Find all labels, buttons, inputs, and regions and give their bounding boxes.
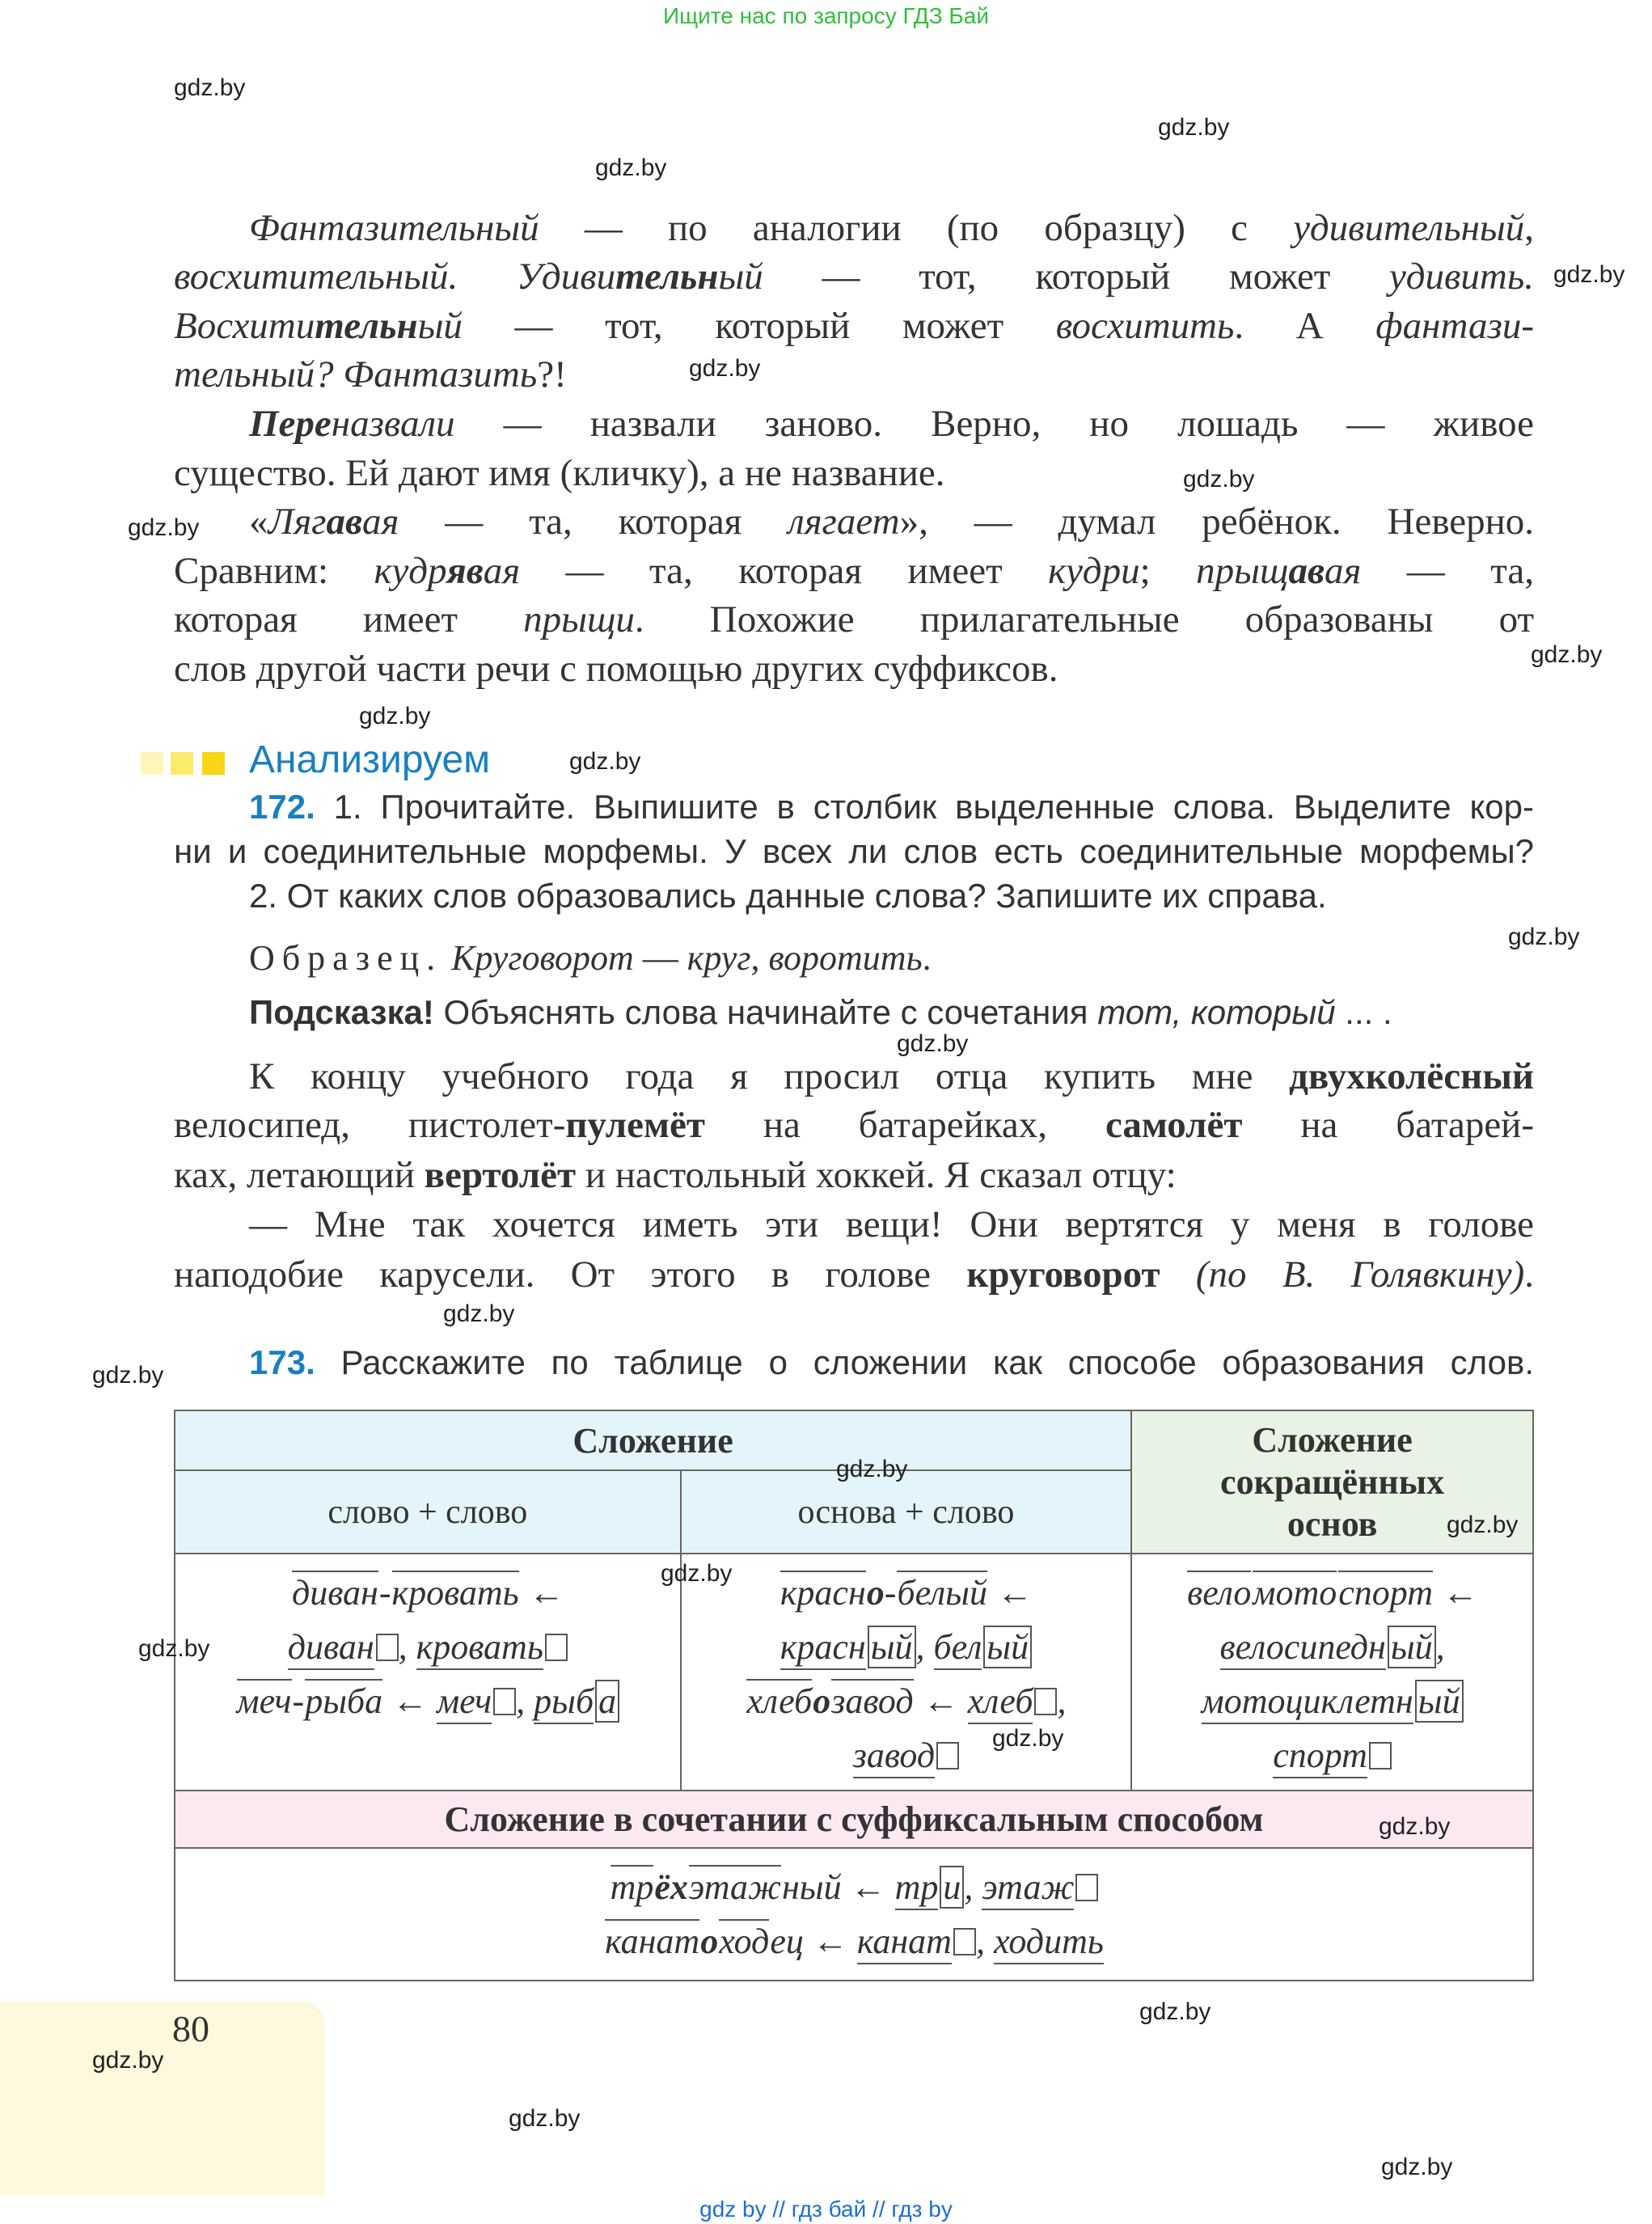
watermark: gdz.by bbox=[1508, 924, 1580, 950]
text-run: , bbox=[975, 1922, 994, 1961]
zero-ending-box bbox=[1369, 1742, 1392, 1769]
cell-stem-word bbox=[681, 1554, 1132, 1791]
text-run: ец bbox=[770, 1922, 804, 1961]
text-run: этаж bbox=[982, 1867, 1074, 1910]
zero-ending-box bbox=[953, 1928, 976, 1956]
text-line bbox=[249, 497, 1534, 546]
text-run: К концу учебного года я просил отца купить мне bbox=[249, 1055, 1290, 1097]
watermark: gdz.by bbox=[1379, 1813, 1451, 1840]
text-run: и bbox=[940, 1866, 964, 1909]
story-line bbox=[249, 1052, 1534, 1101]
example-line bbox=[1132, 1566, 1532, 1620]
text-run: этаж bbox=[689, 1865, 781, 1907]
zero-ending-box bbox=[545, 1634, 568, 1661]
text-line bbox=[174, 350, 1534, 399]
text-run: хлеб bbox=[746, 1679, 812, 1721]
text-run: восхитительный. Удиви bbox=[174, 256, 616, 298]
compound-table bbox=[174, 1410, 1534, 1981]
text-run: — Мне так хочется иметь эти вещи! Они вертятся у меня в голове bbox=[249, 1203, 1534, 1245]
text-run: ный bbox=[781, 1867, 842, 1907]
text-run: пулемёт bbox=[565, 1104, 705, 1146]
text-line bbox=[174, 595, 1534, 644]
text-run: — по аналогии (по образцу) с bbox=[539, 207, 1294, 249]
watermark: gdz.by bbox=[92, 1362, 164, 1389]
text-run: ый bbox=[983, 1626, 1032, 1668]
header-word-word: слово + слово bbox=[175, 1470, 681, 1554]
text-run: — bbox=[633, 938, 687, 978]
text-run: ках, летающий bbox=[174, 1154, 425, 1196]
text-run: канат bbox=[605, 1919, 699, 1961]
footer-links[interactable]: gdz by // гдз бай // гдз by bbox=[699, 2197, 953, 2222]
text-run: Подсказка! bbox=[249, 993, 434, 1031]
text-run: ый bbox=[417, 305, 463, 347]
watermark: gdz.by bbox=[992, 1725, 1064, 1752]
story-line bbox=[249, 1200, 1534, 1249]
text-run: меч bbox=[437, 1681, 492, 1724]
watermark: gdz.by bbox=[595, 154, 667, 181]
section-heading: Анализируем bbox=[249, 738, 491, 781]
watermark: gdz.by bbox=[138, 1635, 210, 1662]
text-run: Сравним: bbox=[174, 550, 374, 592]
text-run: — та, которая имеет bbox=[520, 550, 1049, 592]
text-run: а bbox=[595, 1680, 619, 1723]
text-run: и настольный хоккей. Я сказал отцу: bbox=[576, 1154, 1177, 1196]
text-run: воротить bbox=[768, 938, 923, 978]
text-run: спорт bbox=[1273, 1736, 1367, 1778]
text-run: фантази- bbox=[1375, 305, 1534, 347]
text-run: на батарей- bbox=[1242, 1104, 1534, 1146]
text-run: красн bbox=[780, 1571, 866, 1613]
watermark: gdz.by bbox=[1183, 466, 1255, 493]
text-run: ← bbox=[803, 1922, 857, 1961]
header-compound: Сложение bbox=[175, 1410, 1131, 1470]
header-abbrev-line: основ bbox=[1287, 1503, 1378, 1544]
text-run: ый bbox=[718, 256, 763, 298]
example-line bbox=[1132, 1620, 1532, 1674]
cell-suffix bbox=[175, 1848, 1533, 1981]
text-run: , bbox=[516, 1681, 534, 1721]
text-run: рыба bbox=[305, 1679, 382, 1721]
text-run: Образец. bbox=[249, 938, 443, 978]
text-run: наподобие карусели. От этого в голове bbox=[174, 1254, 967, 1296]
text-run: , bbox=[750, 938, 769, 978]
text-run: . Похожие прилагательные образованы от bbox=[634, 598, 1534, 641]
text-run: существо. Ей дают имя (кличку), а не название. bbox=[174, 452, 945, 494]
example-line bbox=[175, 1674, 680, 1728]
text-run: велосипед, пистолет- bbox=[174, 1104, 566, 1146]
text-run: — та, которая bbox=[399, 501, 788, 543]
watermark: gdz.by bbox=[1553, 261, 1625, 288]
text-run: — назвали заново. Верно, но лошадь — живое bbox=[454, 403, 1534, 445]
zero-ending-box bbox=[1075, 1874, 1098, 1901]
text-run: восхитить bbox=[1055, 305, 1235, 347]
task-line bbox=[249, 785, 1534, 829]
text-run: круг bbox=[687, 938, 751, 978]
text-run: удивить. bbox=[1389, 256, 1534, 298]
text-run: ый bbox=[868, 1626, 916, 1668]
text-run: на батарейках, bbox=[704, 1104, 1105, 1146]
text-run: . bbox=[922, 938, 932, 978]
text-run: Круговорот bbox=[451, 938, 634, 978]
watermark: gdz.by bbox=[509, 2105, 581, 2132]
text-run: ав bbox=[1288, 550, 1325, 592]
text-run: ав bbox=[326, 501, 363, 543]
exercise-173 bbox=[249, 1341, 1534, 1385]
watermark: gdz.by bbox=[836, 1456, 908, 1482]
text-run: тр bbox=[895, 1867, 939, 1910]
text-run: диван bbox=[292, 1571, 378, 1613]
watermark: gdz.by bbox=[359, 703, 431, 729]
text-run: Пере bbox=[249, 403, 332, 445]
heading-square-icon bbox=[171, 752, 193, 775]
text-run: завод bbox=[853, 1736, 935, 1778]
text-run: , bbox=[1057, 1681, 1067, 1721]
text-run: меч bbox=[237, 1679, 292, 1721]
text-run: — та, bbox=[1361, 550, 1534, 592]
text-run: рыб bbox=[534, 1681, 594, 1724]
text-run: самолёт bbox=[1105, 1104, 1243, 1146]
text-run: о bbox=[813, 1681, 831, 1721]
zero-ending-box bbox=[1034, 1688, 1057, 1715]
example-line bbox=[175, 1620, 680, 1674]
example-line bbox=[682, 1674, 1131, 1728]
text-run: мото bbox=[1253, 1571, 1337, 1613]
hint-line bbox=[249, 991, 1534, 1034]
watermark: gdz.by bbox=[1158, 114, 1230, 141]
example-line bbox=[1132, 1674, 1532, 1728]
text-run: прыщ bbox=[1196, 550, 1289, 592]
text-run: тр bbox=[611, 1865, 654, 1907]
text-run: кровать bbox=[416, 1627, 543, 1670]
watermark: gdz.by bbox=[174, 74, 246, 101]
text-run: , bbox=[964, 1867, 982, 1907]
text-run: ходить bbox=[994, 1922, 1104, 1964]
text-run: которая имеет bbox=[174, 598, 524, 641]
story-line bbox=[174, 1151, 1534, 1199]
text-run: о bbox=[866, 1573, 885, 1613]
text-run: 2. От каких слов образовались данные слова? Запишите их справа. bbox=[249, 877, 1327, 915]
text-run: кудр bbox=[374, 550, 447, 592]
watermark: gdz.by bbox=[128, 514, 200, 541]
text-run: Ляг bbox=[268, 501, 327, 543]
text-run: хлеб bbox=[968, 1681, 1033, 1724]
text-run: ... . bbox=[1335, 993, 1392, 1031]
zero-ending-box bbox=[376, 1634, 399, 1661]
watermark: gdz.by bbox=[569, 748, 641, 775]
text-run: 173. bbox=[249, 1343, 315, 1381]
text-run: ← bbox=[987, 1573, 1033, 1613]
text-run: прыщи bbox=[523, 598, 635, 641]
text-run: , bbox=[1435, 1627, 1445, 1667]
text-run: кудри bbox=[1048, 550, 1140, 592]
text-line bbox=[174, 449, 1534, 497]
text-run: велосипедн bbox=[1220, 1627, 1386, 1670]
text-run: ← bbox=[914, 1681, 968, 1721]
watermark: gdz.by bbox=[897, 1030, 969, 1057]
text-run: кровать bbox=[392, 1571, 519, 1613]
watermark: gdz.by bbox=[661, 1560, 733, 1587]
text-run: Расскажите по таблице о сложении как способе образования слов. bbox=[315, 1343, 1534, 1381]
text-run: - bbox=[378, 1573, 391, 1613]
text-run: спорт bbox=[1338, 1571, 1433, 1613]
text-run: канат bbox=[857, 1922, 952, 1964]
text-run: ни и соединительные морфемы. У всех ли слов есть соединительные морфемы? bbox=[174, 832, 1534, 870]
example-line bbox=[175, 1914, 1532, 1968]
page-number: 80 bbox=[172, 2008, 209, 2049]
example-line bbox=[682, 1620, 1131, 1674]
task-line bbox=[249, 874, 1534, 918]
text-run: круговорот bbox=[966, 1254, 1160, 1296]
heading-square-icon bbox=[202, 752, 225, 775]
text-run: диван bbox=[288, 1627, 374, 1670]
header-abbrev-line: Сложение bbox=[1252, 1419, 1413, 1460]
text-run: бел bbox=[934, 1627, 982, 1670]
text-run: ; bbox=[1139, 550, 1197, 592]
example-line bbox=[682, 1566, 1131, 1620]
text-run: назвали bbox=[331, 403, 455, 445]
text-run: - bbox=[292, 1681, 305, 1721]
cell-abbrev bbox=[1131, 1554, 1533, 1791]
watermark: gdz.by bbox=[1139, 1998, 1211, 2025]
watermark: gdz.by bbox=[1447, 1512, 1519, 1538]
text-run: », — думал ребёнок. Неверно. bbox=[899, 501, 1534, 543]
text-line bbox=[174, 547, 1534, 595]
text-run: . bbox=[1524, 1254, 1535, 1296]
text-run: ый bbox=[1415, 1680, 1464, 1723]
header-suffix: Сложение в сочетании с суффиксальным способом bbox=[175, 1791, 1533, 1848]
text-run: 172. bbox=[249, 788, 315, 826]
text-line bbox=[174, 302, 1534, 350]
sample-line bbox=[249, 934, 1534, 983]
text-run: ← bbox=[383, 1681, 437, 1721]
text-run: , bbox=[1524, 207, 1534, 249]
cell-word-word bbox=[175, 1554, 681, 1791]
text-run: двухколёсный bbox=[1289, 1055, 1534, 1097]
text-run: — тот, который может bbox=[462, 305, 1056, 347]
text-run: 1. Прочитайте. Выпишите в столбик выделенные слова. Выделите кор- bbox=[315, 788, 1534, 826]
text-run: ая bbox=[483, 550, 521, 592]
text-run: тельн bbox=[615, 256, 719, 298]
watermark: gdz.by bbox=[443, 1300, 515, 1327]
text-run: белый bbox=[897, 1571, 987, 1613]
text-run: , bbox=[398, 1627, 416, 1667]
zero-ending-box bbox=[936, 1742, 959, 1769]
search-banner[interactable]: Ищите нас по запросу ГДЗ Бай bbox=[662, 3, 990, 28]
text-run: Восхити bbox=[174, 305, 315, 347]
watermark: gdz.by bbox=[1381, 2154, 1453, 2180]
text-run: ← bbox=[841, 1867, 895, 1907]
text-run: о bbox=[700, 1922, 719, 1961]
text-run: ← bbox=[1434, 1573, 1479, 1613]
text-run: Фантазительный bbox=[249, 207, 539, 249]
header-stem-word: основа + слово bbox=[681, 1470, 1132, 1554]
page-corner-background bbox=[0, 2001, 325, 2195]
header-abbrev-line: сокращённых bbox=[1220, 1461, 1445, 1502]
text-run: ая bbox=[1324, 550, 1362, 592]
zero-ending-box bbox=[493, 1688, 516, 1715]
text-run: тельн bbox=[315, 305, 418, 347]
text-run: — тот, который может bbox=[763, 256, 1390, 298]
text-run: - bbox=[884, 1573, 897, 1613]
text-run: вело bbox=[1187, 1571, 1251, 1613]
text-run: ?! bbox=[537, 353, 567, 395]
text-run: « bbox=[249, 501, 268, 543]
watermark: gdz.by bbox=[1531, 641, 1603, 668]
text-run: . А bbox=[1234, 305, 1376, 347]
text-run: ая bbox=[362, 501, 399, 543]
text-run: ый bbox=[1388, 1626, 1436, 1668]
text-run bbox=[442, 938, 451, 978]
text-run: удивительный bbox=[1293, 207, 1525, 249]
story-line bbox=[174, 1250, 1534, 1299]
text-run: лягает bbox=[788, 501, 900, 543]
text-line bbox=[174, 252, 1534, 301]
text-run: тельный? Фантазить bbox=[174, 353, 538, 395]
text-run: (по В. Голявкину) bbox=[1195, 1254, 1525, 1296]
text-run: завод bbox=[831, 1679, 913, 1721]
text-run: ← bbox=[519, 1573, 564, 1613]
text-run: красн bbox=[780, 1627, 866, 1670]
example-line bbox=[1132, 1728, 1532, 1782]
text-line bbox=[249, 400, 1534, 448]
example-line bbox=[175, 1566, 680, 1620]
text-run bbox=[1160, 1254, 1196, 1296]
example-line bbox=[175, 1860, 1532, 1914]
text-line bbox=[249, 204, 1534, 252]
watermark: gdz.by bbox=[92, 2047, 164, 2074]
text-run: , bbox=[915, 1627, 934, 1667]
text-run: вертолёт bbox=[424, 1154, 577, 1196]
text-run: тот, который bbox=[1097, 993, 1336, 1031]
text-run: яв bbox=[446, 550, 484, 592]
text-run: Объяснять слова начинайте с сочетания bbox=[433, 993, 1098, 1031]
text-run: ёх bbox=[654, 1867, 688, 1907]
text-run: ход bbox=[719, 1919, 769, 1961]
task-line bbox=[174, 830, 1534, 873]
watermark: gdz.by bbox=[689, 355, 761, 382]
text-line bbox=[174, 645, 1534, 693]
story-line bbox=[174, 1101, 1534, 1149]
text-run: мотоциклетн bbox=[1202, 1681, 1413, 1724]
text-run: слов другой части речи с помощью других суффиксов. bbox=[174, 648, 1058, 690]
heading-square-icon bbox=[141, 752, 163, 775]
